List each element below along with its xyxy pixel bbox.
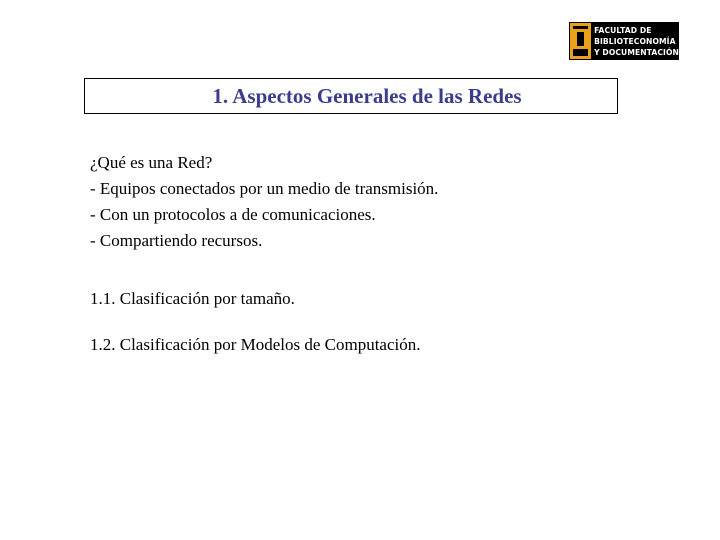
bullet-line: - Con un protocolos a de comunicaciones. [90, 205, 376, 224]
section-heading: 1.2. Clasificación por Modelos de Computación. [90, 335, 421, 354]
logo-line-1: FACULTAD DE [594, 25, 652, 35]
slide-title: 1. Aspectos Generales de las Redes [212, 83, 522, 108]
question-line: ¿Qué es una Red? [90, 153, 213, 172]
faculty-logo [569, 22, 679, 60]
faculty-logo-text [594, 25, 679, 58]
logo-line-3: Y DOCUMENTACIÓN [594, 47, 679, 57]
faculty-emblem-icon [570, 23, 591, 59]
bullet-line: - Compartiendo recursos. [90, 231, 263, 250]
slide-body [90, 150, 438, 358]
bullet-line: - Equipos conectados por un medio de transmisión. [90, 179, 439, 198]
spacer [90, 312, 438, 332]
logo-line-2: BIBLIOTECONOMÍA [594, 36, 676, 46]
section-heading: 1.1. Clasificación por tamaño. [90, 289, 295, 308]
slide-title-box [84, 78, 618, 114]
spacer [90, 254, 438, 286]
